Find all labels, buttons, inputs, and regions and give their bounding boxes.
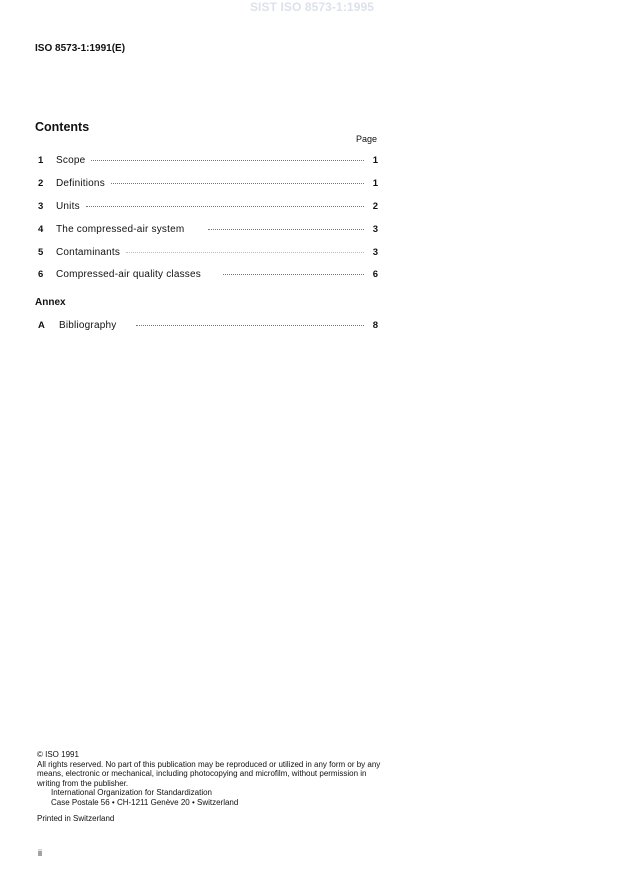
- organization-name: International Organization for Standardization: [51, 788, 212, 798]
- dot-leader: [223, 274, 364, 275]
- toc-entry-page: 3: [372, 247, 378, 258]
- toc-entry-page: 6: [372, 269, 378, 280]
- toc-entry-number: 6: [38, 269, 44, 280]
- dot-leader: [208, 229, 364, 230]
- toc-entry-contaminants[interactable]: [38, 247, 378, 261]
- toc-entry-label: Compressed-air quality classes: [56, 269, 201, 280]
- dot-leader: [111, 183, 364, 184]
- toc-entry-page: 1: [372, 178, 378, 189]
- toc-entry-page: 1: [372, 155, 378, 166]
- dot-leader: [91, 160, 364, 161]
- toc-entry-number: 4: [38, 224, 44, 235]
- organization-address: Case Postale 56 • CH-1211 Genève 20 • Switzerland: [51, 797, 239, 807]
- dot-leader: [126, 252, 364, 253]
- annex-heading: Annex: [35, 297, 66, 308]
- copyright-notice: [37, 750, 382, 823]
- toc-entry-number: 1: [38, 155, 44, 166]
- toc-entry-page: 2: [372, 201, 378, 212]
- toc-entry-label: Units: [56, 201, 80, 212]
- toc-entry-scope[interactable]: [38, 155, 378, 169]
- toc-entry-page: 3: [372, 224, 378, 235]
- toc-entry-number: 2: [38, 178, 44, 189]
- toc-entry-label: The compressed-air system: [56, 224, 185, 235]
- rights-statement: All rights reserved. No part of this publication may be reproduced or utilized in any form or by any means, electronic or mechanical, including photocopying and microfilm, without permission in writing from the publisher.: [37, 759, 381, 788]
- page-number: ii: [38, 848, 42, 858]
- toc-entry-label: Definitions: [56, 178, 105, 189]
- toc-entry-label: Bibliography: [59, 320, 117, 331]
- toc-entry-quality-classes[interactable]: [38, 269, 378, 283]
- dot-leader: [86, 206, 364, 207]
- toc-entry-label: Contaminants: [56, 247, 121, 258]
- document-id: ISO 8573-1:1991(E): [35, 43, 126, 54]
- toc-entry-compressed-air-system[interactable]: [38, 224, 378, 238]
- page-column-label: Page: [355, 134, 377, 144]
- toc-entry-bibliography[interactable]: [38, 320, 378, 334]
- toc-entry-number: 5: [38, 247, 44, 258]
- contents-heading: Contents: [35, 120, 90, 134]
- toc-entry-units[interactable]: [38, 201, 378, 215]
- toc-entry-label: Scope: [56, 155, 86, 166]
- toc-entry-page: 8: [372, 320, 378, 331]
- printed-in: Printed in Switzerland: [37, 813, 115, 823]
- dot-leader: [136, 325, 364, 326]
- toc-entry-definitions[interactable]: [38, 178, 378, 192]
- watermark: SIST ISO 8573-1:1995: [249, 0, 375, 14]
- toc-entry-number: 3: [38, 201, 44, 212]
- toc-entry-number: A: [38, 320, 45, 331]
- copyright-line: © ISO 1991: [37, 750, 79, 759]
